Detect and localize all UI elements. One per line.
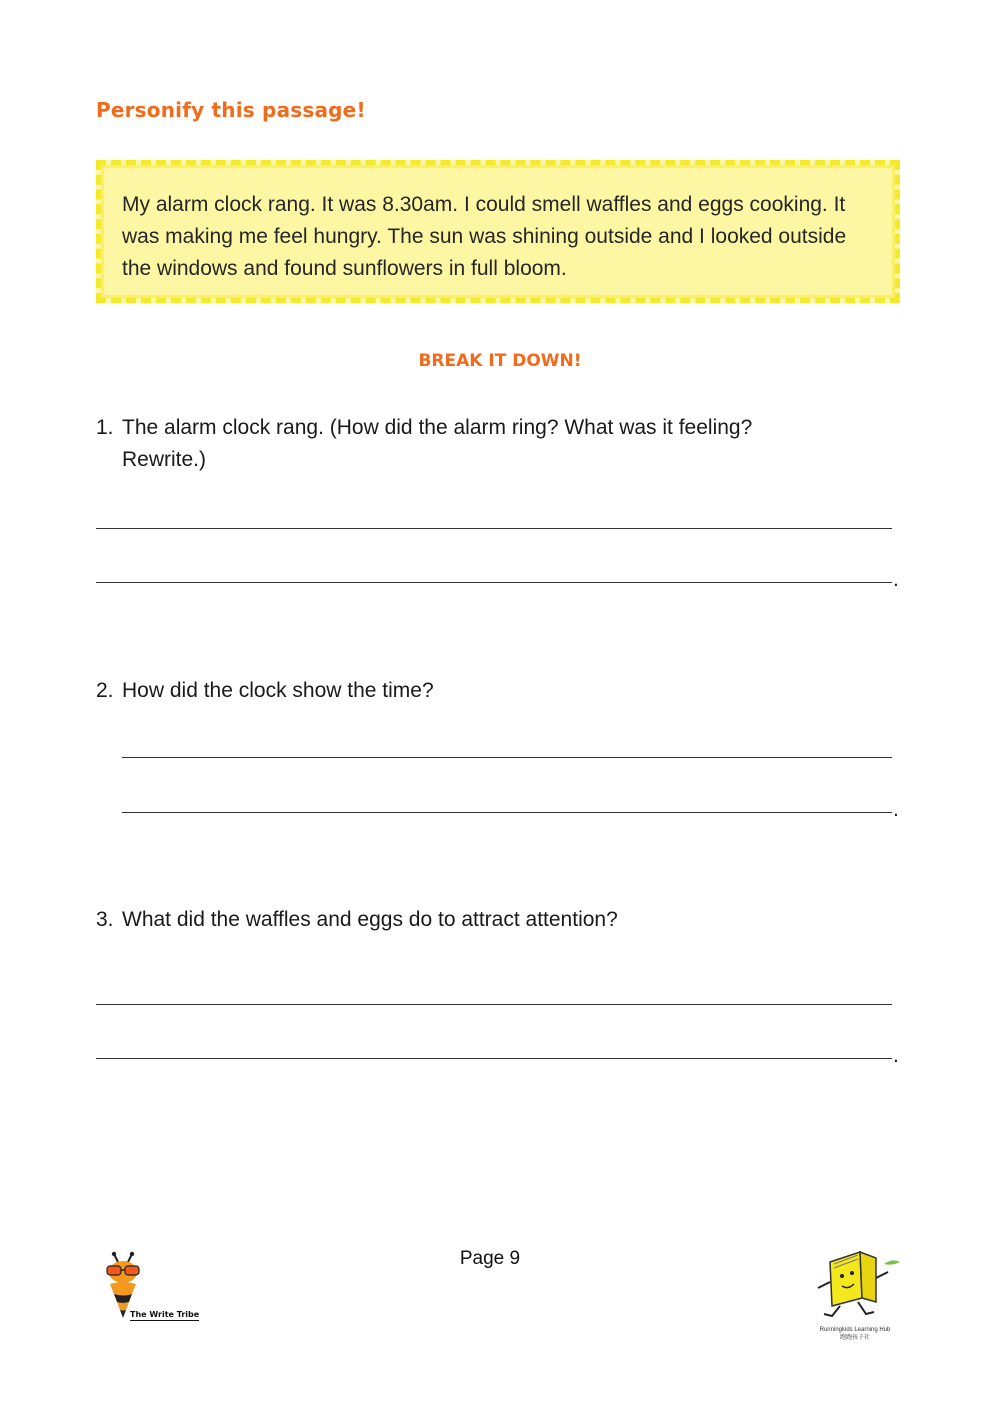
answer-line[interactable] bbox=[122, 812, 892, 813]
passage-box bbox=[96, 160, 900, 303]
question-text: How did the clock show the time? bbox=[122, 679, 434, 702]
worksheet-title: Personify this passage! bbox=[96, 98, 366, 122]
question-1 bbox=[96, 412, 896, 476]
answer-line[interactable] bbox=[96, 1004, 892, 1005]
question-number: 3. bbox=[96, 908, 114, 931]
learning-hub-logo-subtext: 跑跑孩子社 bbox=[839, 1335, 870, 1341]
learning-hub-logo-text: Runningkids Learning Hub bbox=[819, 1327, 891, 1333]
answer-line[interactable] bbox=[96, 582, 892, 583]
question-text: The alarm clock rang. (How did the alarm ring? What was it feeling? bbox=[122, 416, 753, 439]
question-number: 2. bbox=[96, 679, 114, 702]
question-text: What did the waffles and eggs do to attract attention? bbox=[122, 908, 618, 931]
page-number: Page 9 bbox=[459, 1248, 521, 1269]
answer-line[interactable] bbox=[96, 528, 892, 529]
answer-line-period: . bbox=[893, 798, 899, 821]
answer-line[interactable] bbox=[96, 1058, 892, 1059]
question-text-continued: Rewrite.) bbox=[122, 448, 207, 471]
learning-hub-logo bbox=[810, 1244, 920, 1359]
write-tribe-logo bbox=[98, 1250, 208, 1328]
running-book-icon bbox=[810, 1244, 920, 1324]
write-tribe-logo-text: The Write Tribe bbox=[130, 1310, 200, 1319]
question-3 bbox=[96, 904, 896, 936]
section-heading: BREAK IT DOWN! bbox=[418, 351, 582, 371]
question-number: 1. bbox=[96, 416, 114, 439]
answer-line-period: . bbox=[893, 568, 899, 591]
answer-line-period: . bbox=[893, 1044, 899, 1067]
passage-text: My alarm clock rang. It was 8.30am. I could smell waffles and eggs cooking. It was making me feel hungry. The sun was shining outside and I looked outside the windows and found sunflowers in full bloom. bbox=[122, 193, 847, 280]
answer-line[interactable] bbox=[122, 757, 892, 758]
question-2 bbox=[96, 675, 896, 707]
